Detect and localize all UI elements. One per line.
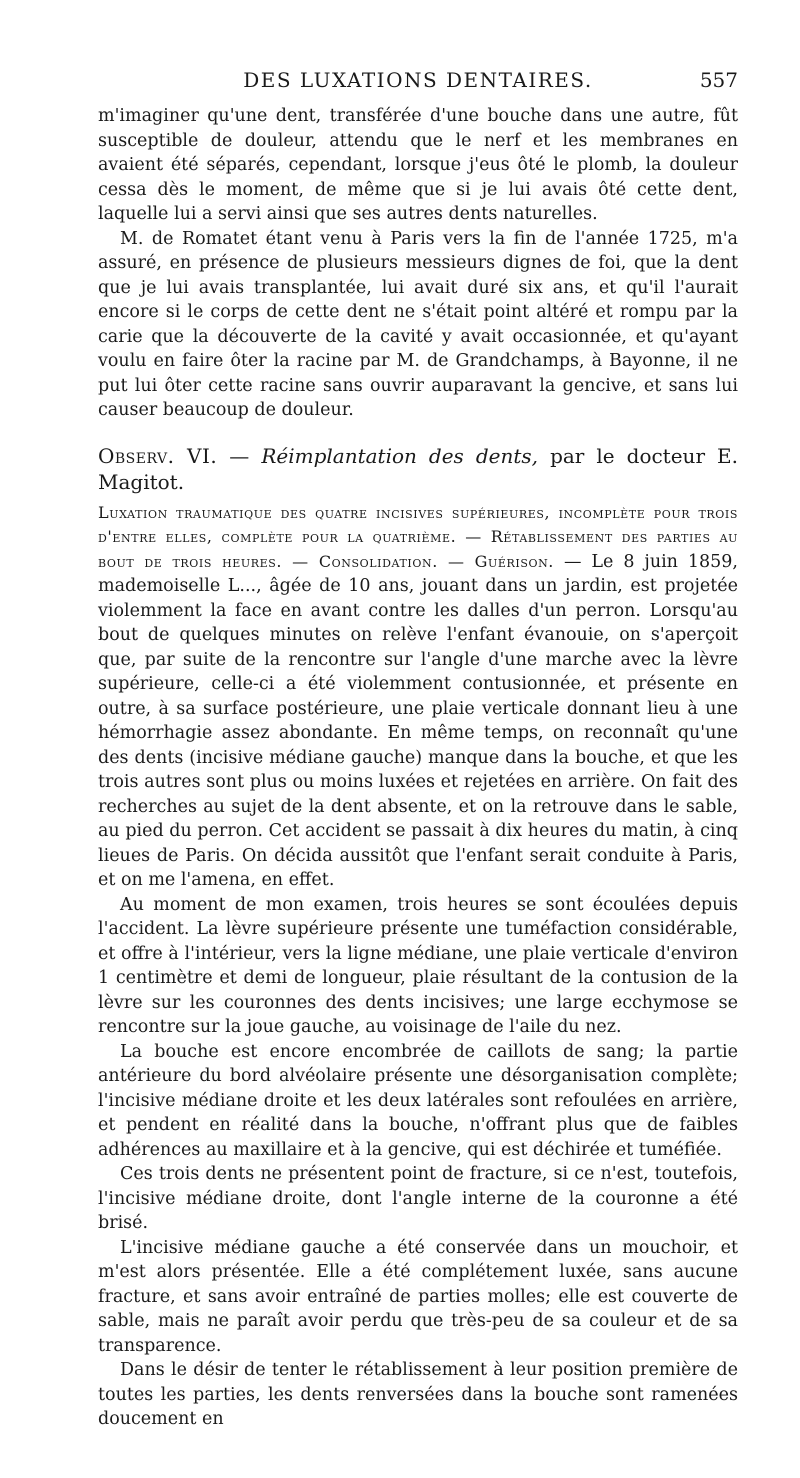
intro-paragraph: m'imaginer qu'une dent, transférée d'une bouche dans une autre, fût susceptible de douleur, attendu que le nerf et les membranes en avaient été séparés, cependant, lorsque j'eus ôté le plomb, la douleur cessa dès le moment, de même que si je lui avais ôté cette dent, laquelle lui a servi ainsi que ses autres dents naturelles. [98,106,738,224]
paragraph-incisor: L'incisive médiane gauche a été conservée dans un mouchoir, et m'est alors présentée. Elle a été complétement luxée, sans aucune fracture, et sans avoir entraîné de parties molles; elle est couverte de sable, mais ne paraît avoir perdu que très-peu de sa couleur et de sa transparence. [98,1237,738,1356]
paragraph-examination: Au moment de mon examen, trois heures se sont écoulées depuis l'accident. La lèvre supérieure présente une tuméfaction considérable, et offre à l'intérieur, vers la ligne médiane, une plaie verticale d'environ 1 centimètre et demi de longueur, plaie résultant de la contusion de la lèvre sur les couronnes des dents incisives; une large ecchymose se rencontre sur la joue gauche, au voisinage de l'aile du nez. [98,894,738,1037]
body-text [98,104,738,1432]
observation-label: Observ. VI. [98,443,218,468]
paragraph-restoration: Dans le désir de tenter le rétablissement à leur position première de toutes les parties, les dents renversées dans la bouche sont ramenées doucement en [98,1360,738,1429]
page-number: 557 [699,68,738,92]
observation-author: par le docteur E. Magitot. [98,443,738,494]
romatet-paragraph: M. de Romatet étant venu à Paris vers la fin de l'année 1725, m'a assuré, en présence de plusieurs messieurs dignes de foi, que la dent que je lui avais transplantée, lui avait duré six ans, et qu'il l'aurait encore si le corps de cette dent ne s'était point altéré et rompu par la carie que la découverte de la cavité y avait occasionnée, et qu'ayant voulu en faire ôter la racine par M. de Grandchamps, à Bayonne, il ne put lui ôter cette racine sans ouvrir auparavant la gencive, et sans lui causer beaucoup de douleur. [98,228,738,420]
paragraph-fracture: Ces trois dents ne présentent point de fracture, si ce n'est, toutefois, l'incisive médiane droite, dont l'angle interne de la couronne a été brisé. [98,1164,738,1233]
running-head: DES LUXATIONS DENTAIRES. [243,68,593,92]
page-header [98,68,738,98]
case-summary-caps: Luxation traumatique des quatre incisives supérieures, incomplète pour trois d'entre elles, complète pour la quatrième. — Rétablissement des parties au bout de trois heures. — Consolidation. — Guérison. [98,502,738,571]
case-summary-text: — Le 8 juin 1859, mademoiselle L..., âgée de 10 ans, jouant dans un jardin, est projetée violemment la face en avant contre les dalles d'un perron. Lorsqu'au bout de quelques minutes on relève l'enfant évanouie, on s'aperçoit que, par suite de la rencontre sur l'angle d'une marche avec la lèvre supérieure, celle-ci a été violemment contusionnée, et présente en outre, à sa surface postérieure, une plaie verticale donnant lieu à une hémorrhagie assez abondante. En même temps, on reconnaît qu'une des dents (incisive médiane gauche) manque dans la bouche, et que les trois autres sont plus ou moins luxées et rejetées en arrière. On fait des recherches au sujet de la dent absente, et on la retrouve dans le sable, au pied du perron. Cet accident se passait à dix heures du matin, à cinq lieues de Paris. On décida aussitôt que l'enfant serait conduite à Paris, et on me l'amena, en effet. [98,551,738,890]
observation-title: Réimplantation des dents, [261,443,539,468]
paragraph-mouth: La bouche est encore encombrée de caillots de sang; la partie antérieure du bord alvéolaire présente une désorganisation complète; l'incisive médiane droite et les deux latérales sont refoulées en arrière, et pendent en réalité dans la bouche, n'offrant plus que de faibles adhérences au maxillaire et à la gencive, qui est déchirée et tuméfiée. [98,1041,738,1160]
observation-heading [98,443,738,495]
observation-dash: — [229,443,250,468]
case-summary [98,501,738,893]
